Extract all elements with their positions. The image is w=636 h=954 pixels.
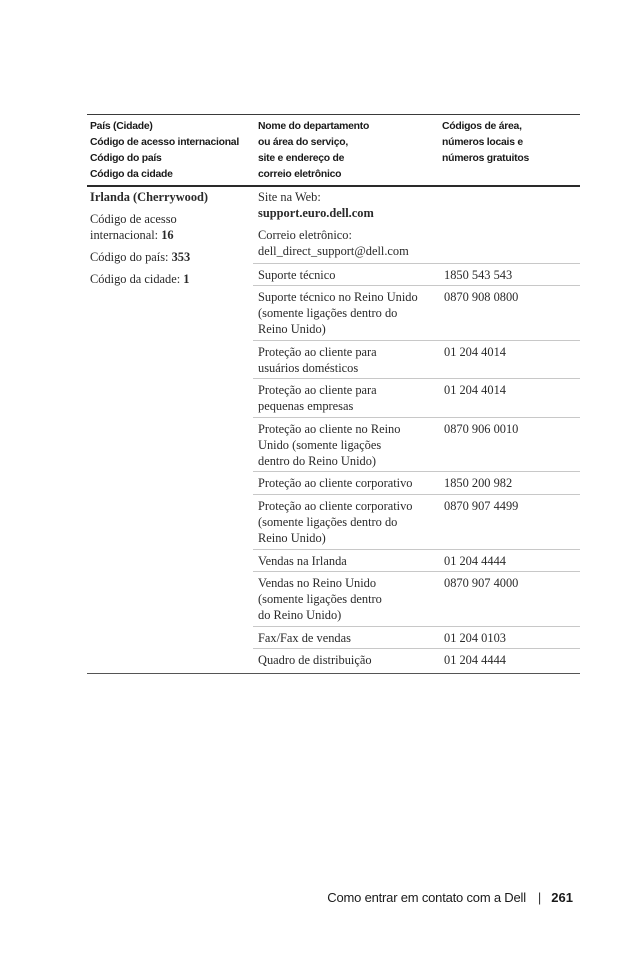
access-label: internacional: (90, 228, 162, 242)
header-line: números locais e (442, 137, 523, 148)
service-line: Vendas na Irlanda (258, 554, 347, 568)
page-number: 261 (551, 890, 573, 905)
service-line: Proteção ao cliente no Reino (258, 422, 401, 436)
service-line: Vendas no Reino Unido (258, 576, 377, 590)
row-separator (253, 417, 580, 418)
service-line: Proteção ao cliente corporativo (258, 476, 413, 490)
row-separator (253, 471, 580, 472)
row-separator (253, 285, 580, 286)
access-label: Código de acesso (90, 212, 177, 226)
header-line: Código do país (90, 153, 162, 164)
service-line: Correio eletrônico: (258, 228, 352, 242)
country-code-value: 353 (171, 250, 191, 264)
phone-number: 0870 907 4499 (444, 499, 519, 513)
service-line: Site na Web: (258, 190, 321, 204)
website-link[interactable]: support.euro.dell.com (258, 206, 374, 220)
service-line: Proteção ao cliente para (258, 345, 377, 359)
phone-number: 1850 543 543 (444, 268, 513, 282)
service-cell (258, 498, 438, 546)
service-line: Unido (somente ligações (258, 438, 382, 452)
header-line: site e endereço de (258, 153, 345, 164)
phone-number: 01 204 4014 (444, 383, 506, 397)
country-code (90, 249, 250, 265)
service-cell (258, 289, 438, 337)
service-line: Suporte técnico (258, 268, 336, 282)
service-line: pequenas empresas (258, 399, 354, 413)
header-line: País (Cidade) (90, 121, 153, 132)
phone-number: 01 204 0103 (444, 631, 506, 645)
service-cell (258, 553, 438, 569)
service-line: Proteção ao cliente corporativo (258, 499, 413, 513)
service-cell (258, 344, 438, 376)
row-separator (253, 648, 580, 649)
header-col-country (90, 119, 256, 183)
header-line: Nome do departamento (258, 121, 370, 132)
footer-title: Como entrar em contato com a Dell (327, 890, 526, 905)
header-line: Código da cidade (90, 169, 173, 180)
service-line: dell_direct_support@dell.com (258, 244, 409, 258)
row-separator (253, 626, 580, 627)
header-line: números gratuitos (442, 153, 529, 164)
row-separator (253, 263, 580, 264)
service-cell (258, 189, 438, 221)
header-line: Código de acesso internacional (90, 137, 239, 148)
header-line: Códigos de área, (442, 121, 522, 132)
header-col-department (258, 119, 438, 183)
service-cell (258, 652, 438, 668)
service-cell (258, 227, 438, 259)
phone-number: 01 204 4014 (444, 345, 506, 359)
phone-number: 01 204 4444 (444, 554, 506, 568)
page-footer (327, 890, 573, 905)
service-cell (258, 267, 438, 283)
city-code (90, 271, 250, 287)
phone-number: 0870 906 0010 (444, 422, 519, 436)
country-name: Irlanda (Cherrywood) (90, 190, 209, 204)
table-header (87, 115, 580, 187)
service-line: do Reino Unido) (258, 608, 342, 622)
service-line: Reino Unido) (258, 322, 326, 336)
table-body (87, 187, 580, 674)
row-separator (253, 549, 580, 550)
service-line: Quadro de distribuição (258, 653, 372, 667)
service-line: Reino Unido) (258, 531, 326, 545)
service-line: usuários domésticos (258, 361, 359, 375)
row-separator (253, 571, 580, 572)
contact-table (87, 114, 580, 674)
header-line: correio eletrônico (258, 169, 342, 180)
service-line: (somente ligações dentro do (258, 306, 398, 320)
phone-number: 1850 200 982 (444, 476, 513, 490)
service-line: (somente ligações dentro (258, 592, 382, 606)
country-code-label: Código do país: (90, 250, 172, 264)
service-line: Suporte técnico no Reino Unido (258, 290, 418, 304)
phone-number: 0870 908 0800 (444, 290, 519, 304)
service-cell (258, 382, 438, 414)
city-code-label: Código da cidade: (90, 272, 184, 286)
country-cell (90, 189, 250, 293)
phone-number: 01 204 4444 (444, 653, 506, 667)
header-line: ou área do serviço, (258, 137, 348, 148)
header-col-numbers (442, 119, 582, 167)
row-separator (253, 340, 580, 341)
service-cell (258, 475, 438, 491)
footer-separator: | (537, 890, 542, 905)
service-line: Proteção ao cliente para (258, 383, 377, 397)
row-separator (253, 494, 580, 495)
service-line: dentro do Reino Unido) (258, 454, 377, 468)
city-code-value: 1 (183, 272, 190, 286)
service-line: Fax/Fax de vendas (258, 631, 351, 645)
service-cell (258, 575, 438, 623)
access-code (90, 211, 250, 243)
service-cell (258, 421, 438, 469)
access-value: 16 (161, 228, 174, 242)
phone-number: 0870 907 4000 (444, 576, 519, 590)
row-separator (253, 378, 580, 379)
service-line: (somente ligações dentro do (258, 515, 398, 529)
service-cell (258, 630, 438, 646)
